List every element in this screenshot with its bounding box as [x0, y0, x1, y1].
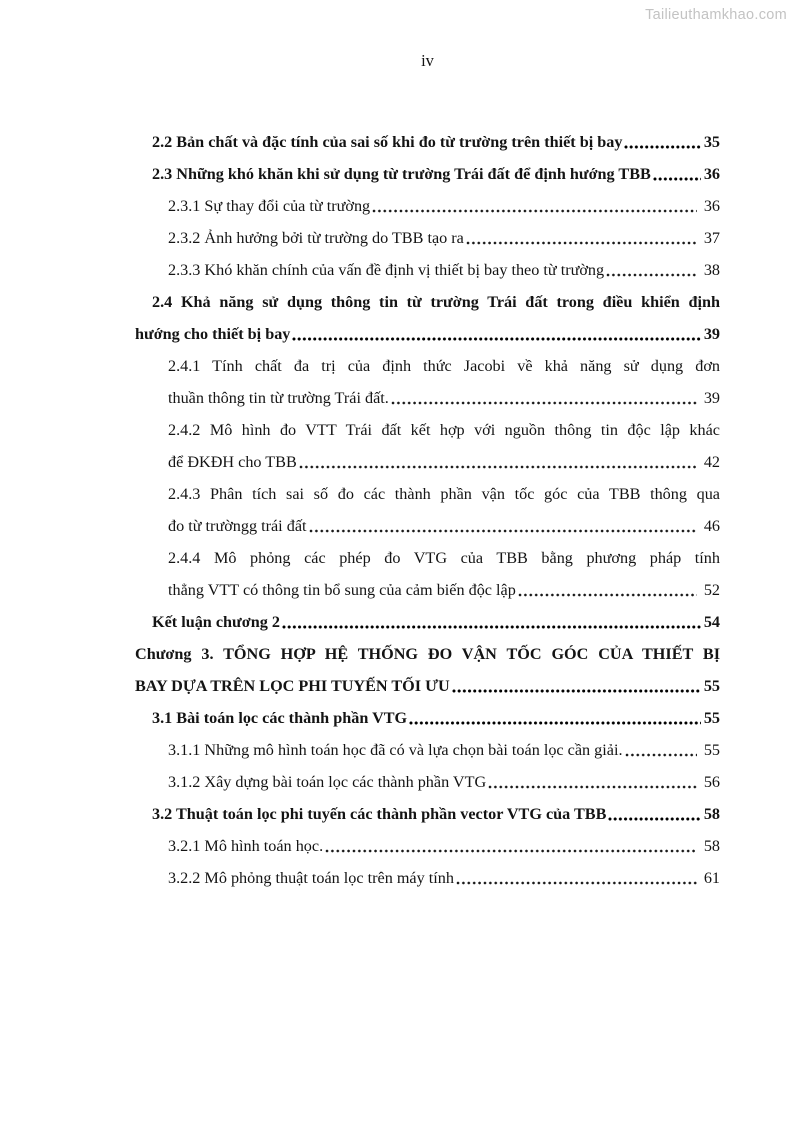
toc-entry [135, 350, 720, 414]
toc-entry-label: Kết luận chương 2 [152, 613, 280, 631]
toc-entry [135, 766, 720, 798]
toc-entry-label: 2.2 Bản chất và đặc tính của sai số khi đo từ trường trên thiết bị bay [152, 133, 623, 151]
dot-leader [454, 862, 699, 894]
toc-entry-label: 2.3.2 Ảnh hưởng bởi từ trường do TBB tạo ra [168, 229, 464, 247]
toc-entry [135, 702, 720, 734]
toc-page-number: 52 [703, 581, 720, 599]
toc-page-number: 42 [703, 453, 720, 471]
toc-page-number: 39 [703, 325, 720, 343]
dot-leader [486, 766, 699, 798]
toc-page-number: 58 [703, 837, 720, 855]
toc-entry-label: đo từ trườngg trái đất [168, 517, 307, 535]
toc-page-number: 55 [703, 677, 720, 695]
toc-entry-label: 2.4.2 Mô hình đo VTT Trái đất kết hợp với nguồn thông tin độc lập khác [168, 421, 720, 439]
toc-entry-label: 3.2.1 Mô hình toán học. [168, 837, 324, 855]
dot-leader [370, 190, 699, 222]
toc-entry-label: để ĐKĐH cho TBB [168, 453, 297, 471]
toc-entry [135, 734, 720, 766]
toc-entry-label: 2.3 Những khó khăn khi sử dụng từ trường Trái đất để định hướng TBB [152, 165, 651, 183]
toc-entry-label: 2.4 Khả năng sử dụng thông tin từ trường Trái đất trong điều khiển định [152, 293, 720, 311]
dot-leader [389, 382, 699, 414]
toc-page-number: 58 [703, 805, 720, 823]
toc-entry-label: 2.4.3 Phân tích sai số đo các thành phần vận tốc góc của TBB thông qua [168, 485, 720, 503]
dot-leader [290, 318, 702, 350]
toc-entry-label: 2.4.1 Tính chất đa trị của định thức Jacobi về khả năng sử dụng đơn [168, 357, 720, 375]
toc-page-number: 39 [703, 389, 720, 407]
toc-entry [135, 190, 720, 222]
toc-entry [135, 798, 720, 830]
toc-page-number: 61 [703, 869, 720, 887]
dot-leader [307, 510, 699, 542]
toc-entry [135, 414, 720, 478]
toc-page-number: 36 [703, 165, 720, 183]
dot-leader [323, 830, 699, 862]
dot-leader [464, 222, 699, 254]
dot-leader [606, 798, 702, 830]
toc-entry-label: 3.1.2 Xây dựng bài toán lọc các thành phần VTG [168, 773, 487, 791]
toc-entry-label: 2.4.4 Mô phỏng các phép đo VTG của TBB bằng phương pháp tính [168, 549, 720, 567]
dot-leader [407, 702, 703, 734]
toc-entry-label: BAY DỰA TRÊN LỌC PHI TUYẾN TỐI ƯU [135, 677, 450, 695]
toc-page-number: 36 [703, 197, 720, 215]
toc-page-number: 35 [703, 133, 720, 151]
toc-page-number: 56 [703, 773, 720, 791]
toc-entry-label: 3.1 Bài toán lọc các thành phần VTG [152, 709, 408, 727]
toc-page-number: 38 [703, 261, 720, 279]
toc-entry-label: Chương 3. TỔNG HỢP HỆ THỐNG ĐO VẬN TỐC GÓC CỦA THIẾT BỊ [135, 645, 720, 663]
toc-entry-label: 3.1.1 Những mô hình toán học đã có và lựa chọn bài toán lọc cần giải. [168, 741, 623, 759]
dot-leader [450, 670, 703, 702]
toc-page-number: 37 [703, 229, 720, 247]
dot-leader [297, 446, 699, 478]
toc-page-number: 55 [703, 741, 720, 759]
toc-entry [135, 862, 720, 894]
toc-entry-label: hướng cho thiết bị bay [135, 325, 291, 343]
toc-entry [135, 606, 720, 638]
dot-leader [280, 606, 703, 638]
dot-leader [604, 254, 699, 286]
toc-entry [135, 158, 720, 190]
dot-leader [622, 126, 702, 158]
toc-entry [135, 830, 720, 862]
dot-leader [651, 158, 703, 190]
toc-entry-label: 3.2.2 Mô phỏng thuật toán lọc trên máy tính [168, 869, 454, 887]
toc-entry-label: thẳng VTT có thông tin bổ sung của cảm biến độc lập [168, 581, 516, 599]
toc-entry-label: 3.2 Thuật toán lọc phi tuyến các thành phần vector VTG của TBB [152, 805, 607, 823]
toc-entry [135, 478, 720, 542]
dot-leader [516, 574, 699, 606]
toc-page-number: 54 [703, 613, 720, 631]
dot-leader [623, 734, 699, 766]
toc-entry [135, 542, 720, 606]
toc-entry [135, 126, 720, 158]
page-number: iv [421, 51, 434, 70]
toc-entry [135, 222, 720, 254]
toc-entry [135, 254, 720, 286]
toc-entry-chapter-heading [135, 638, 720, 702]
toc-entry-label: 2.3.3 Khó khăn chính của vấn đề định vị thiết bị bay theo từ trường [168, 261, 605, 279]
watermark: Tailieuthamkhao.com [645, 7, 787, 23]
toc-page-number: 46 [703, 517, 720, 535]
toc-entry-label: 2.3.1 Sự thay đổi của từ trường [168, 197, 371, 215]
toc-entry [135, 286, 720, 350]
toc-entry-label: thuần thông tin từ trường Trái đất. [168, 389, 389, 407]
toc-page-number: 55 [703, 709, 720, 727]
table-of-contents [135, 126, 720, 894]
